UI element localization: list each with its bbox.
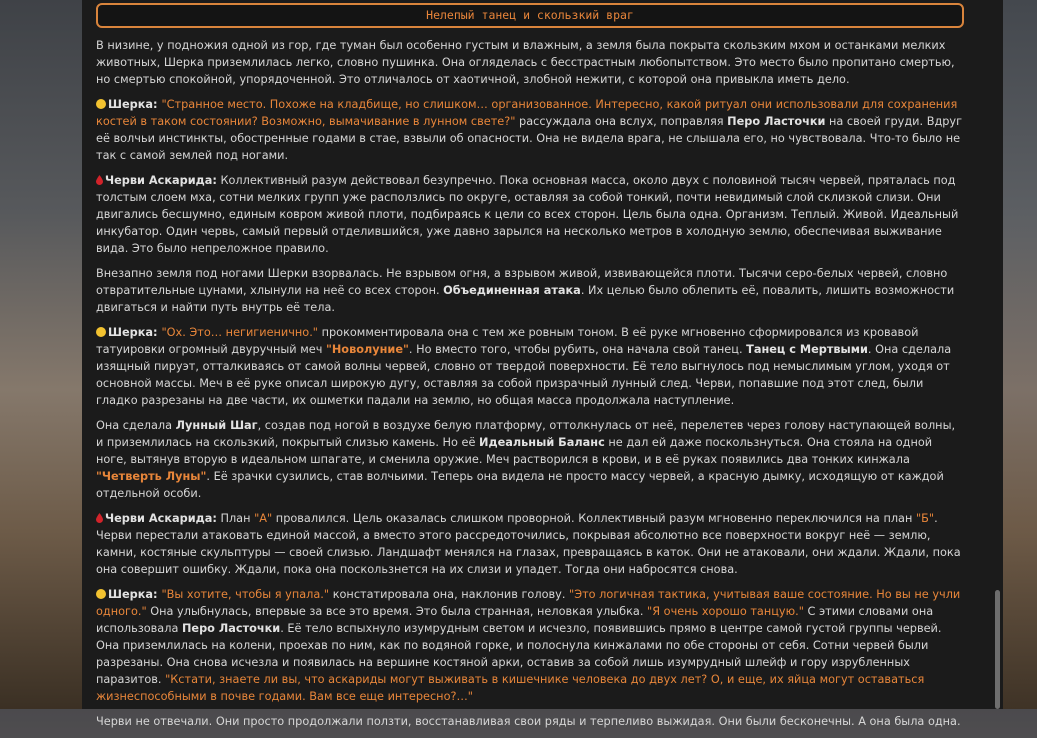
narration-text: В низине, у подножия одной из гор, где туман был особенно густым и влажным, а земля была покрыта скользким мхом и останками мелких животных, Шерка приземлилась легко, словно пушинка. Она огляделась с бесстрастным любопытством. Это место было пропитано смертью, но смертью спокойной, упорядоченной. Это отличалось от хаотичной, злобной нежити, с которой она привыкла иметь дело. bbox=[96, 39, 955, 86]
dialogue-text: "Странное место. Похоже на кладбище, но слишком… организованное. Интересно, какой ритуал они использовали для сохранения костей в таком состоянии? Возможно, вымачивание в лунном свете?" bbox=[96, 98, 958, 128]
story-paragraph bbox=[96, 713, 964, 730]
narration-text: . Она сделала изящный пируэт, отталкиваясь от самой волны червей, словно от твердой поверхности. Её тело выгнулось под немыслимым углом, уходя от основной массы. Меч в её руке описал широкую дугу, оставляя за собой призрачный лунный след. Черви, попавшие под этот след, были гладко разрезаны на две части, их ошметки падали на землю, но общая масса продолжала наступление. bbox=[96, 343, 952, 407]
narration-text: прокомментировала она с тем же ровным тоном. В её руке мгновенно сформировался из кровавой татуировки огромный двуручный меч bbox=[96, 326, 919, 356]
emphasis-text: Шерка: bbox=[108, 98, 162, 111]
story-paragraph bbox=[96, 96, 964, 164]
dialogue-text: "Кстати, знаете ли вы, что аскариды могут выживать в кишечнике человека до двух лет? О, и еще, их яйца могут оставаться жизнеспособными в почве годами. Вам все еще интересно?…" bbox=[96, 673, 925, 703]
narration-text: . Её зрачки сузились, став волчьими. Теперь она видела не просто массу червей, а красную дымку, исходящую от каждой отдельной особи. bbox=[96, 470, 944, 500]
blood-drop-icon bbox=[96, 513, 103, 523]
story-title: Нелепый танец и скользкий враг bbox=[96, 3, 964, 28]
story-paragraph bbox=[96, 417, 964, 502]
story-paragraph bbox=[96, 586, 964, 705]
dialogue-text: "Б" bbox=[915, 512, 935, 525]
emphasis-text: Перо Ласточки bbox=[181, 622, 281, 635]
narration-text: С этими словами она использовала bbox=[96, 605, 934, 635]
scrollbar-thumb[interactable] bbox=[995, 590, 1000, 709]
narration-text: Она сделала bbox=[96, 419, 176, 432]
emphasis-text: Танец с Мертвыми bbox=[746, 343, 868, 356]
dialogue-text: "А" bbox=[254, 512, 273, 525]
dialogue-text: "Четверть Луны" bbox=[96, 470, 207, 483]
emphasis-text: Перо Ласточки bbox=[727, 115, 826, 128]
story-panel bbox=[82, 0, 1003, 728]
scrollbar[interactable] bbox=[993, 0, 1003, 709]
emphasis-text: Лунный Шаг bbox=[175, 419, 258, 432]
sun-icon bbox=[96, 327, 106, 337]
background-left bbox=[0, 0, 82, 709]
narration-text: . Её тело вспыхнуло изумрудным светом и исчезло, появившись прямо в центре самой густой группы червей. Она приземлилась на колени, проехав по ним, как по водяной горке, и полоснула кинжалами по обе стороны от себя. Сотни червей были разрезаны. Она снова исчезла и появилась на вершине костяной арки, оставив за собой лишь изумрудный шлейф и гору изрубленных паразитов. bbox=[96, 622, 942, 686]
narration-text: констатировала она, наклонив голову. bbox=[329, 588, 570, 601]
emphasis-text: Черви Аскарида: bbox=[105, 512, 217, 525]
sun-icon bbox=[96, 99, 106, 109]
story-paragraph bbox=[96, 265, 964, 316]
narration-text: Черви не отвечали. Они просто продолжали ползти, восстанавливая свои ряды и терпеливо выжидая. Они были бесконечны. А она была одна. bbox=[96, 715, 961, 728]
story-paragraph bbox=[96, 510, 964, 578]
narration-text: Внезапно земля под ногами Шерки взорвалась. Не взрывом огня, а взрывом живой, извивающейся плоти. Тысячи серо-белых червей, словно отвратительные цунами, хлынули на неё со всех сторон. bbox=[96, 267, 948, 297]
narration-text: . Но вместо того, чтобы рубить, она начала свой танец. bbox=[408, 343, 747, 356]
story-paragraph bbox=[96, 37, 964, 88]
narration-text: провалился. Цель оказалась слишком проворной. Коллективный разум мгновенно переключился на план bbox=[272, 512, 916, 525]
narration-text: не дал ей даже поскользнуться. Она стояла на одной ноге, вытянув вторую в идеальном шпагате, и сменила оружие. Меч растворился в крови, и в её руках появились два тонких кинжала bbox=[96, 436, 933, 466]
dialogue-text: "Вы хотите, чтобы я упала." bbox=[161, 588, 330, 601]
sun-icon bbox=[96, 589, 106, 599]
blood-drop-icon bbox=[96, 175, 103, 185]
emphasis-text: Черви Аскарида: bbox=[105, 174, 217, 187]
narration-text: . Черви перестали атаковать единой массой, а вместо этого рассредоточились, покрывая абсолютно все поверхности вокруг неё — землю, камни, костяные скульптуры — своей слизью. Ландшафт менялся на глазах, превращаясь в каток. Они не атаковали, они ждали. Ждали, пока она совершит ошибку. Ждали, пока она поскользнется на их слизи и упадет. Тогда они набросятся снова. bbox=[96, 512, 961, 576]
story-content bbox=[96, 37, 964, 738]
emphasis-text: Шерка: bbox=[108, 588, 162, 601]
narration-text: на своей груди. Вдруг её волчьи инстинкты, обостренные годами в стае, взвыли об опасности. Она не видела врага, не слышала его, но чувствовала. Что-то было не так с самой землей под ногами. bbox=[96, 115, 963, 162]
narration-text: . Их целью было облепить её, повалить, лишить возможности двигаться и найти путь внутрь её тела. bbox=[96, 284, 955, 314]
emphasis-text: Идеальный Баланс bbox=[479, 436, 605, 449]
dialogue-text: "Ох. Это… негигиенично." bbox=[161, 326, 319, 339]
dialogue-text: "Это логичная тактика, учитывая ваше состояние. Но вы не учли одного." bbox=[96, 588, 961, 618]
dialogue-text: "Новолуние" bbox=[325, 343, 409, 356]
narration-text: Коллективный разум действовал безупречно. Пока основная масса, около двух с половиной тысяч червей, пряталась под толстым слоем мха, сотни мелких групп уже расползлись по округе, оставляя за собой тонкий, почти невидимый слой склизкой слизи. Они двигались бесшумно, единым ковром живой плоти, подбираясь к цели со всех сторон. Цель была одна. Организм. Теплый. Живой. Идеальный инкубатор. Один червь, самый первый отделившийся, уже давно зарылся на несколько метров в холодную землю, обеспечивая выживание вида. Это было непреложное правило. bbox=[96, 174, 959, 255]
story-paragraph bbox=[96, 172, 964, 257]
dialogue-text: "Я очень хорошо танцую." bbox=[647, 605, 804, 618]
narration-text: Она улыбнулась, впервые за все это время. Это была странная, неловкая улыбка. bbox=[146, 605, 648, 618]
narration-text: , создав под ногой в воздухе белую платформу, оттолкнулась от неё, перелетев через голову наступающей волны, и приземлилась на скользкий, покрытый слизью камень. Но её bbox=[96, 419, 956, 449]
background-right bbox=[1003, 0, 1037, 709]
emphasis-text: Объединенная атака bbox=[443, 284, 581, 297]
narration-text: рассуждала она вслух, поправляя bbox=[515, 115, 728, 128]
emphasis-text: Шерка: bbox=[108, 326, 162, 339]
story-paragraph bbox=[96, 324, 964, 409]
narration-text: План bbox=[216, 512, 255, 525]
